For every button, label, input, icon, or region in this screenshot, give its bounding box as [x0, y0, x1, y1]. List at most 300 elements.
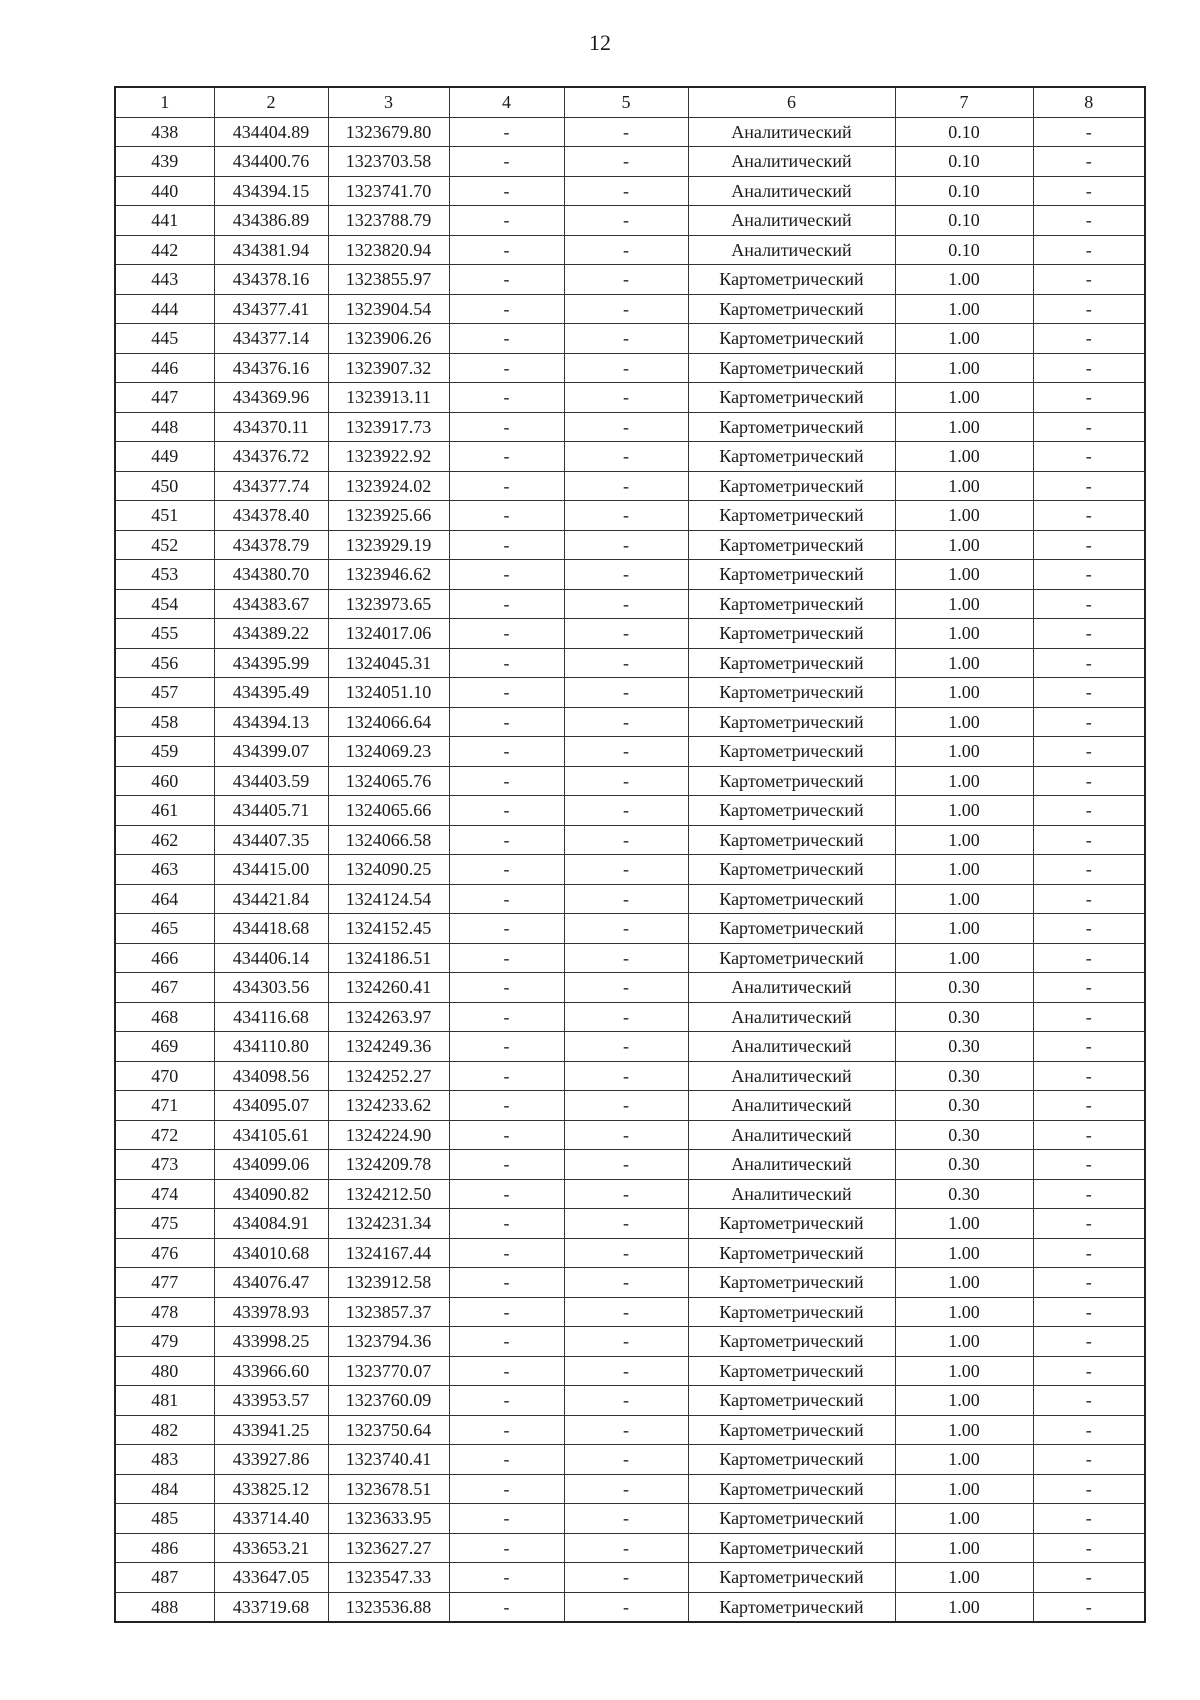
table-row [115, 265, 1145, 295]
cell-point-number: 444 [115, 294, 214, 324]
cell-accuracy: 1.00 [895, 265, 1033, 295]
cell-accuracy: 1.00 [895, 1592, 1033, 1622]
cell-col-4: - [449, 1563, 564, 1593]
cell-col-4: - [449, 943, 564, 973]
cell-method: Картометрический [688, 1563, 895, 1593]
cell-col-8: - [1033, 1002, 1145, 1032]
cell-accuracy: 1.00 [895, 324, 1033, 354]
cell-x-coordinate: 434105.61 [214, 1120, 328, 1150]
cell-col-5: - [564, 1504, 688, 1534]
cell-col-5: - [564, 1061, 688, 1091]
cell-method: Картометрический [688, 943, 895, 973]
cell-col-5: - [564, 1533, 688, 1563]
cell-col-8: - [1033, 1268, 1145, 1298]
cell-point-number: 484 [115, 1474, 214, 1504]
cell-col-8: - [1033, 973, 1145, 1003]
table-row [115, 1091, 1145, 1121]
cell-x-coordinate: 433714.40 [214, 1504, 328, 1534]
cell-method: Картометрический [688, 1386, 895, 1416]
cell-col-8: - [1033, 412, 1145, 442]
cell-col-8: - [1033, 471, 1145, 501]
cell-col-4: - [449, 1032, 564, 1062]
table-row [115, 1474, 1145, 1504]
cell-method: Картометрический [688, 1238, 895, 1268]
cell-accuracy: 1.00 [895, 1297, 1033, 1327]
table-row [115, 117, 1145, 147]
cell-col-4: - [449, 1327, 564, 1357]
table-row [115, 1002, 1145, 1032]
cell-accuracy: 1.00 [895, 648, 1033, 678]
cell-y-coordinate: 1323924.02 [328, 471, 449, 501]
cell-col-5: - [564, 1327, 688, 1357]
table-row [115, 501, 1145, 531]
cell-method: Аналитический [688, 206, 895, 236]
cell-x-coordinate: 434395.49 [214, 678, 328, 708]
table-row [115, 1238, 1145, 1268]
cell-method: Картометрический [688, 442, 895, 472]
cell-point-number: 446 [115, 353, 214, 383]
cell-accuracy: 1.00 [895, 619, 1033, 649]
cell-col-5: - [564, 766, 688, 796]
table-row [115, 737, 1145, 767]
table-row [115, 766, 1145, 796]
cell-col-8: - [1033, 1592, 1145, 1622]
cell-col-5: - [564, 235, 688, 265]
cell-col-8: - [1033, 1415, 1145, 1445]
cell-point-number: 477 [115, 1268, 214, 1298]
cell-accuracy: 0.30 [895, 1032, 1033, 1062]
cell-point-number: 463 [115, 855, 214, 885]
cell-col-5: - [564, 1386, 688, 1416]
cell-accuracy: 1.00 [895, 471, 1033, 501]
cell-col-4: - [449, 530, 564, 560]
cell-col-4: - [449, 206, 564, 236]
cell-col-4: - [449, 914, 564, 944]
cell-y-coordinate: 1323925.66 [328, 501, 449, 531]
cell-method: Картометрический [688, 707, 895, 737]
cell-accuracy: 1.00 [895, 825, 1033, 855]
cell-method: Картометрический [688, 589, 895, 619]
cell-x-coordinate: 434099.06 [214, 1150, 328, 1180]
cell-method: Картометрический [688, 294, 895, 324]
cell-col-8: - [1033, 943, 1145, 973]
cell-method: Картометрический [688, 1297, 895, 1327]
cell-point-number: 488 [115, 1592, 214, 1622]
cell-accuracy: 1.00 [895, 1386, 1033, 1416]
cell-col-4: - [449, 1592, 564, 1622]
table-row [115, 1445, 1145, 1475]
cell-y-coordinate: 1324124.54 [328, 884, 449, 914]
cell-x-coordinate: 434407.35 [214, 825, 328, 855]
cell-col-4: - [449, 707, 564, 737]
cell-col-8: - [1033, 294, 1145, 324]
cell-col-4: - [449, 1415, 564, 1445]
cell-col-5: - [564, 914, 688, 944]
table-row [115, 176, 1145, 206]
cell-y-coordinate: 1323912.58 [328, 1268, 449, 1298]
cell-x-coordinate: 434377.41 [214, 294, 328, 324]
cell-method: Картометрический [688, 324, 895, 354]
cell-accuracy: 1.00 [895, 1327, 1033, 1357]
table-row [115, 324, 1145, 354]
cell-method: Картометрический [688, 265, 895, 295]
cell-col-4: - [449, 766, 564, 796]
cell-accuracy: 0.30 [895, 1120, 1033, 1150]
cell-col-8: - [1033, 1150, 1145, 1180]
cell-col-5: - [564, 1592, 688, 1622]
cell-accuracy: 1.00 [895, 383, 1033, 413]
cell-x-coordinate: 433653.21 [214, 1533, 328, 1563]
cell-y-coordinate: 1324152.45 [328, 914, 449, 944]
cell-point-number: 455 [115, 619, 214, 649]
cell-col-8: - [1033, 707, 1145, 737]
cell-point-number: 479 [115, 1327, 214, 1357]
cell-col-8: - [1033, 1120, 1145, 1150]
cell-accuracy: 0.10 [895, 235, 1033, 265]
cell-col-4: - [449, 324, 564, 354]
cell-col-4: - [449, 1238, 564, 1268]
cell-col-5: - [564, 1268, 688, 1298]
cell-point-number: 451 [115, 501, 214, 531]
cell-method: Картометрический [688, 1268, 895, 1298]
cell-y-coordinate: 1323907.32 [328, 353, 449, 383]
cell-method: Картометрический [688, 737, 895, 767]
cell-point-number: 459 [115, 737, 214, 767]
table-row [115, 619, 1145, 649]
cell-point-number: 468 [115, 1002, 214, 1032]
cell-col-8: - [1033, 1061, 1145, 1091]
cell-accuracy: 0.10 [895, 206, 1033, 236]
cell-col-5: - [564, 1474, 688, 1504]
cell-point-number: 486 [115, 1533, 214, 1563]
cell-point-number: 442 [115, 235, 214, 265]
cell-x-coordinate: 433719.68 [214, 1592, 328, 1622]
cell-col-4: - [449, 1533, 564, 1563]
cell-y-coordinate: 1324065.76 [328, 766, 449, 796]
cell-col-4: - [449, 1061, 564, 1091]
cell-col-5: - [564, 530, 688, 560]
cell-method: Аналитический [688, 147, 895, 177]
cell-y-coordinate: 1324066.64 [328, 707, 449, 737]
cell-point-number: 465 [115, 914, 214, 944]
cell-x-coordinate: 433941.25 [214, 1415, 328, 1445]
cell-col-4: - [449, 678, 564, 708]
cell-y-coordinate: 1323922.92 [328, 442, 449, 472]
cell-y-coordinate: 1324231.34 [328, 1209, 449, 1239]
table-row [115, 1061, 1145, 1091]
cell-y-coordinate: 1323547.33 [328, 1563, 449, 1593]
cell-col-5: - [564, 1445, 688, 1475]
cell-x-coordinate: 434377.74 [214, 471, 328, 501]
cell-col-4: - [449, 1356, 564, 1386]
cell-point-number: 460 [115, 766, 214, 796]
cell-col-5: - [564, 737, 688, 767]
cell-col-4: - [449, 471, 564, 501]
cell-accuracy: 1.00 [895, 1474, 1033, 1504]
cell-y-coordinate: 1323740.41 [328, 1445, 449, 1475]
cell-y-coordinate: 1323820.94 [328, 235, 449, 265]
cell-x-coordinate: 434421.84 [214, 884, 328, 914]
cell-x-coordinate: 434378.16 [214, 265, 328, 295]
cell-col-8: - [1033, 1297, 1145, 1327]
cell-col-4: - [449, 1474, 564, 1504]
cell-point-number: 457 [115, 678, 214, 708]
cell-col-8: - [1033, 1032, 1145, 1062]
cell-col-8: - [1033, 648, 1145, 678]
cell-point-number: 476 [115, 1238, 214, 1268]
cell-col-8: - [1033, 825, 1145, 855]
table-row [115, 530, 1145, 560]
cell-col-4: - [449, 294, 564, 324]
cell-y-coordinate: 1323770.07 [328, 1356, 449, 1386]
cell-col-8: - [1033, 1533, 1145, 1563]
cell-y-coordinate: 1324017.06 [328, 619, 449, 649]
cell-method: Картометрический [688, 914, 895, 944]
cell-method: Картометрический [688, 1209, 895, 1239]
cell-accuracy: 1.00 [895, 1356, 1033, 1386]
cell-y-coordinate: 1323741.70 [328, 176, 449, 206]
cell-point-number: 448 [115, 412, 214, 442]
cell-col-4: - [449, 619, 564, 649]
cell-y-coordinate: 1323946.62 [328, 560, 449, 590]
coordinates-table [114, 86, 1146, 1623]
cell-y-coordinate: 1324252.27 [328, 1061, 449, 1091]
cell-method: Картометрический [688, 353, 895, 383]
cell-x-coordinate: 434098.56 [214, 1061, 328, 1091]
cell-point-number: 438 [115, 117, 214, 147]
cell-col-8: - [1033, 1356, 1145, 1386]
cell-point-number: 482 [115, 1415, 214, 1445]
cell-y-coordinate: 1323929.19 [328, 530, 449, 560]
cell-col-5: - [564, 471, 688, 501]
cell-col-5: - [564, 1120, 688, 1150]
cell-col-8: - [1033, 678, 1145, 708]
table-row [115, 560, 1145, 590]
cell-x-coordinate: 434394.13 [214, 707, 328, 737]
cell-method: Картометрический [688, 471, 895, 501]
cell-point-number: 439 [115, 147, 214, 177]
cell-accuracy: 1.00 [895, 294, 1033, 324]
cell-x-coordinate: 434386.89 [214, 206, 328, 236]
column-header-4: 4 [449, 87, 564, 117]
table-row [115, 1268, 1145, 1298]
cell-y-coordinate: 1323703.58 [328, 147, 449, 177]
cell-col-4: - [449, 589, 564, 619]
cell-accuracy: 0.30 [895, 1002, 1033, 1032]
cell-col-8: - [1033, 1504, 1145, 1534]
cell-x-coordinate: 434377.14 [214, 324, 328, 354]
cell-x-coordinate: 434378.40 [214, 501, 328, 531]
table-row [115, 1504, 1145, 1534]
column-header-3: 3 [328, 87, 449, 117]
cell-point-number: 481 [115, 1386, 214, 1416]
table-row [115, 973, 1145, 1003]
cell-x-coordinate: 434090.82 [214, 1179, 328, 1209]
cell-x-coordinate: 433825.12 [214, 1474, 328, 1504]
cell-accuracy: 1.00 [895, 560, 1033, 590]
table-row [115, 1150, 1145, 1180]
cell-y-coordinate: 1323904.54 [328, 294, 449, 324]
cell-col-8: - [1033, 884, 1145, 914]
cell-col-4: - [449, 1504, 564, 1534]
cell-point-number: 478 [115, 1297, 214, 1327]
cell-col-5: - [564, 707, 688, 737]
cell-y-coordinate: 1323633.95 [328, 1504, 449, 1534]
cell-col-8: - [1033, 117, 1145, 147]
cell-x-coordinate: 434370.11 [214, 412, 328, 442]
cell-x-coordinate: 434415.00 [214, 855, 328, 885]
cell-point-number: 454 [115, 589, 214, 619]
cell-point-number: 467 [115, 973, 214, 1003]
cell-y-coordinate: 1324224.90 [328, 1120, 449, 1150]
cell-x-coordinate: 434400.76 [214, 147, 328, 177]
cell-col-4: - [449, 353, 564, 383]
column-header-2: 2 [214, 87, 328, 117]
cell-x-coordinate: 434418.68 [214, 914, 328, 944]
cell-method: Картометрический [688, 648, 895, 678]
cell-col-5: - [564, 1209, 688, 1239]
cell-x-coordinate: 434369.96 [214, 383, 328, 413]
cell-method: Аналитический [688, 1061, 895, 1091]
cell-col-5: - [564, 1238, 688, 1268]
cell-col-8: - [1033, 324, 1145, 354]
cell-y-coordinate: 1324167.44 [328, 1238, 449, 1268]
cell-y-coordinate: 1324260.41 [328, 973, 449, 1003]
cell-col-4: - [449, 1268, 564, 1298]
cell-col-8: - [1033, 1445, 1145, 1475]
table-row [115, 589, 1145, 619]
cell-method: Картометрический [688, 1445, 895, 1475]
cell-method: Картометрический [688, 1474, 895, 1504]
cell-y-coordinate: 1324051.10 [328, 678, 449, 708]
cell-x-coordinate: 434403.59 [214, 766, 328, 796]
table-row [115, 412, 1145, 442]
cell-col-5: - [564, 176, 688, 206]
cell-x-coordinate: 434405.71 [214, 796, 328, 826]
cell-col-4: - [449, 1445, 564, 1475]
table-row [115, 1209, 1145, 1239]
cell-point-number: 470 [115, 1061, 214, 1091]
cell-col-5: - [564, 1091, 688, 1121]
cell-point-number: 483 [115, 1445, 214, 1475]
cell-x-coordinate: 434394.15 [214, 176, 328, 206]
cell-point-number: 458 [115, 707, 214, 737]
cell-x-coordinate: 433998.25 [214, 1327, 328, 1357]
cell-point-number: 443 [115, 265, 214, 295]
cell-col-5: - [564, 1179, 688, 1209]
cell-x-coordinate: 434376.16 [214, 353, 328, 383]
cell-x-coordinate: 434303.56 [214, 973, 328, 1003]
cell-y-coordinate: 1324233.62 [328, 1091, 449, 1121]
table-row [115, 1032, 1145, 1062]
cell-col-5: - [564, 206, 688, 236]
cell-x-coordinate: 434378.79 [214, 530, 328, 560]
cell-col-4: - [449, 855, 564, 885]
cell-x-coordinate: 434010.68 [214, 1238, 328, 1268]
cell-method: Аналитический [688, 973, 895, 1003]
cell-col-4: - [449, 825, 564, 855]
cell-col-5: - [564, 589, 688, 619]
cell-method: Картометрический [688, 825, 895, 855]
cell-y-coordinate: 1323917.73 [328, 412, 449, 442]
cell-x-coordinate: 434376.72 [214, 442, 328, 472]
cell-col-5: - [564, 1150, 688, 1180]
cell-col-5: - [564, 383, 688, 413]
cell-x-coordinate: 433978.93 [214, 1297, 328, 1327]
cell-y-coordinate: 1323855.97 [328, 265, 449, 295]
column-header-1: 1 [115, 87, 214, 117]
cell-accuracy: 1.00 [895, 501, 1033, 531]
cell-method: Аналитический [688, 176, 895, 206]
cell-point-number: 469 [115, 1032, 214, 1062]
cell-y-coordinate: 1323679.80 [328, 117, 449, 147]
cell-col-8: - [1033, 353, 1145, 383]
cell-col-8: - [1033, 442, 1145, 472]
cell-method: Аналитический [688, 1150, 895, 1180]
cell-x-coordinate: 433966.60 [214, 1356, 328, 1386]
table-row [115, 707, 1145, 737]
column-header-7: 7 [895, 87, 1033, 117]
table-row [115, 1533, 1145, 1563]
cell-accuracy: 1.00 [895, 1563, 1033, 1593]
cell-col-8: - [1033, 501, 1145, 531]
cell-col-8: - [1033, 530, 1145, 560]
cell-col-5: - [564, 412, 688, 442]
cell-col-5: - [564, 1032, 688, 1062]
cell-col-5: - [564, 973, 688, 1003]
cell-col-4: - [449, 796, 564, 826]
cell-col-5: - [564, 147, 688, 177]
cell-x-coordinate: 434399.07 [214, 737, 328, 767]
cell-col-4: - [449, 648, 564, 678]
cell-col-8: - [1033, 235, 1145, 265]
cell-x-coordinate: 434383.67 [214, 589, 328, 619]
cell-col-5: - [564, 884, 688, 914]
cell-method: Картометрический [688, 619, 895, 649]
cell-x-coordinate: 434084.91 [214, 1209, 328, 1239]
cell-col-5: - [564, 678, 688, 708]
cell-col-4: - [449, 737, 564, 767]
cell-point-number: 480 [115, 1356, 214, 1386]
cell-accuracy: 1.00 [895, 412, 1033, 442]
cell-y-coordinate: 1324212.50 [328, 1179, 449, 1209]
cell-col-4: - [449, 501, 564, 531]
cell-col-5: - [564, 1002, 688, 1032]
cell-accuracy: 0.30 [895, 973, 1033, 1003]
column-header-5: 5 [564, 87, 688, 117]
table-row [115, 294, 1145, 324]
cell-col-4: - [449, 442, 564, 472]
cell-y-coordinate: 1324045.31 [328, 648, 449, 678]
cell-col-8: - [1033, 206, 1145, 236]
cell-method: Аналитический [688, 1032, 895, 1062]
cell-col-8: - [1033, 766, 1145, 796]
table-row [115, 1386, 1145, 1416]
cell-point-number: 450 [115, 471, 214, 501]
table-row [115, 1563, 1145, 1593]
cell-point-number: 449 [115, 442, 214, 472]
cell-col-4: - [449, 176, 564, 206]
cell-col-5: - [564, 1297, 688, 1327]
cell-accuracy: 0.30 [895, 1091, 1033, 1121]
cell-y-coordinate: 1324186.51 [328, 943, 449, 973]
cell-accuracy: 1.00 [895, 707, 1033, 737]
cell-col-4: - [449, 1091, 564, 1121]
cell-point-number: 464 [115, 884, 214, 914]
cell-point-number: 453 [115, 560, 214, 590]
cell-method: Картометрический [688, 1592, 895, 1622]
cell-col-8: - [1033, 589, 1145, 619]
